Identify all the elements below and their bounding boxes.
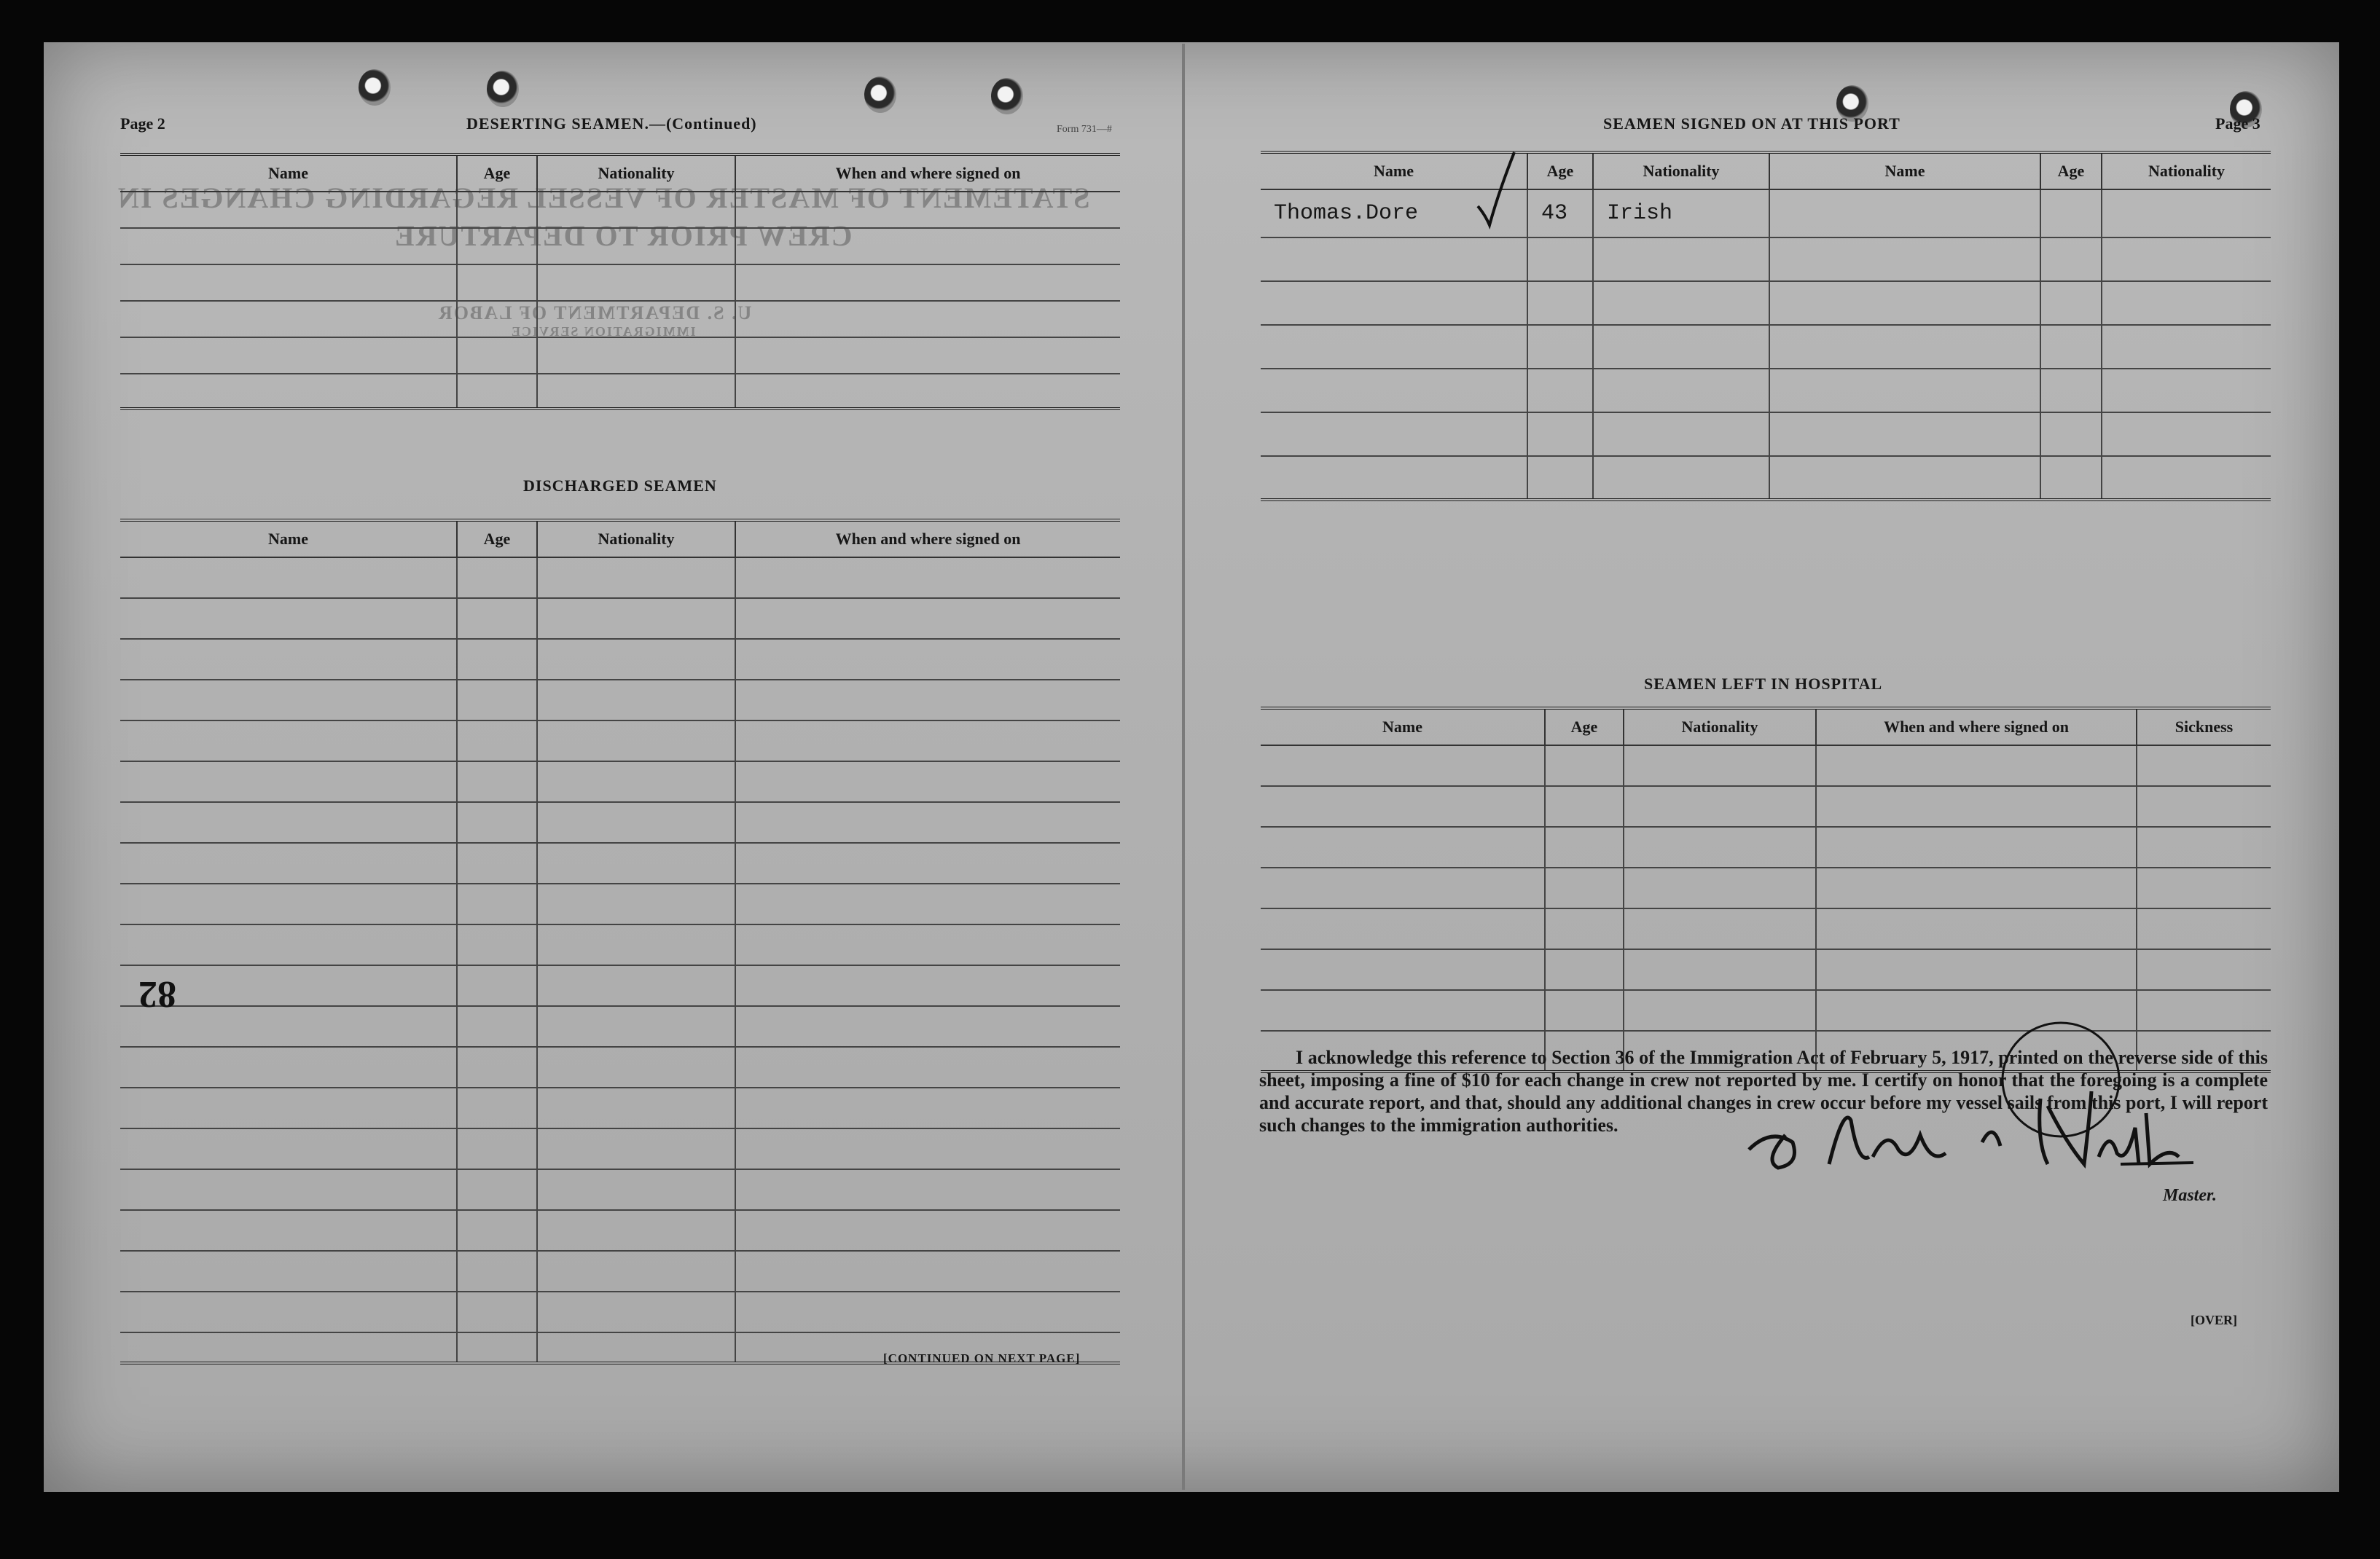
table-row [120, 965, 1120, 1006]
column-header-sickness: Sickness [2137, 708, 2271, 745]
continued-note: [CONTINUED ON NEXT PAGE] [883, 1351, 1081, 1365]
table-row [120, 1210, 1120, 1251]
table-row [1261, 456, 2271, 500]
table-row [120, 1169, 1120, 1210]
column-header-age: Age [1527, 152, 1593, 189]
column-header-nationality: Nationality [1624, 708, 1816, 745]
form-number: Form 731—# [1057, 124, 1112, 135]
column-header-name: Name [1261, 152, 1527, 189]
deserting-seamen-title: DESERTING SEAMEN.—(Continued) [466, 114, 757, 133]
table-row [120, 301, 1120, 337]
table-row [120, 1088, 1120, 1128]
table-row [120, 1292, 1120, 1332]
signed-on-table [1261, 151, 2271, 501]
signed-on-title: SEAMEN SIGNED ON AT THIS PORT [1603, 114, 1901, 133]
table-row [1261, 369, 2271, 412]
punch-hole [991, 78, 1023, 114]
seaman-name: Thomas.Dore [1261, 189, 1527, 237]
column-header-age: Age [2040, 152, 2102, 189]
table-row [120, 802, 1120, 843]
table-row [1261, 325, 2271, 369]
table-row [120, 639, 1120, 680]
hospital-title: SEAMEN LEFT IN HOSPITAL [1644, 675, 1883, 693]
check-mark-icon [1473, 149, 1517, 229]
table-row [120, 761, 1120, 802]
bleed-through-service: IMMIGRATION SERVICE [510, 324, 696, 339]
column-header-age: Age [1545, 708, 1624, 745]
column-header-name: Name [120, 154, 457, 192]
table-row [1261, 745, 2271, 786]
column-header-age: Age [457, 520, 537, 557]
column-header-nationality: Nationality [1593, 152, 1769, 189]
punch-hole [864, 76, 896, 113]
column-header-signed-on: When and where signed on [735, 154, 1120, 192]
table-row [120, 374, 1120, 409]
deserting-seamen-table [120, 153, 1120, 410]
table-row [120, 720, 1120, 761]
table-row [120, 264, 1120, 301]
table-row [120, 192, 1120, 228]
table-row [120, 843, 1120, 884]
table-row [120, 1251, 1120, 1292]
table-row [1261, 786, 2271, 827]
table-row [1261, 281, 2271, 325]
table-row [1261, 827, 2271, 868]
column-header-name: Name [1261, 708, 1545, 745]
table-row [120, 598, 1120, 639]
page-number-left: Page 2 [120, 114, 165, 133]
master-signature [1742, 1018, 2208, 1186]
page-number-right: Page 3 [2215, 114, 2260, 133]
punch-hole [487, 71, 519, 107]
column-header-age: Age [457, 154, 537, 192]
acknowledgement-paragraph: I acknowledge this reference to Section 36 of the Immigration Act of February 5, 1917, printed on the reverse side of this sheet, imposing a fine of $10 for each change in crew not reported by me. I certify on honor that the foregoing is a complete and accurate report, and that, should any additional changes in crew occur before my vessel sails from this port, I will report such changes to the immigration authorities. [1259, 1047, 2268, 1136]
punch-hole [359, 69, 391, 106]
column-header-nationality: Nationality [537, 154, 735, 192]
table-row [1261, 868, 2271, 908]
stamp-number: 82 [138, 973, 176, 1015]
table-row [120, 337, 1120, 374]
column-header-name: Name [120, 520, 457, 557]
table-row [1261, 237, 2271, 281]
bleed-through-department: U. S. DEPARTMENT OF LABOR [437, 302, 752, 323]
column-header-signed-on: When and where signed on [1816, 708, 2137, 745]
bleed-through-title: STATEMENT OF MASTER OF VESSEL REGARDING CHANGES IN [117, 181, 1090, 214]
table-row [1261, 908, 2271, 949]
discharged-seamen-title: DISCHARGED SEAMEN [523, 476, 717, 495]
master-label: Master. [2163, 1186, 2217, 1205]
table-row [1261, 949, 2271, 990]
discharged-seamen-table [120, 519, 1120, 1364]
over-label: [OVER] [2191, 1313, 2237, 1327]
table-row [120, 1047, 1120, 1088]
bleed-through-subtitle: CREW PRIOR TO DEPARTURE [394, 219, 853, 252]
page-fold [1182, 44, 1185, 1490]
table-row [120, 680, 1120, 720]
column-header-nationality: Nationality [537, 520, 735, 557]
column-header-nationality: Nationality [2102, 152, 2271, 189]
table-row [1261, 189, 2271, 237]
table-row [120, 1128, 1120, 1169]
table-row [120, 228, 1120, 264]
column-header-signed-on: When and where signed on [735, 520, 1120, 557]
table-row [120, 884, 1120, 924]
seaman-age: 43 [1527, 189, 1593, 237]
table-row [120, 557, 1120, 598]
table-row [1261, 412, 2271, 456]
table-row [120, 924, 1120, 965]
column-header-name: Name [1769, 152, 2040, 189]
seaman-nationality: Irish [1593, 189, 1769, 237]
table-row [120, 1006, 1120, 1047]
